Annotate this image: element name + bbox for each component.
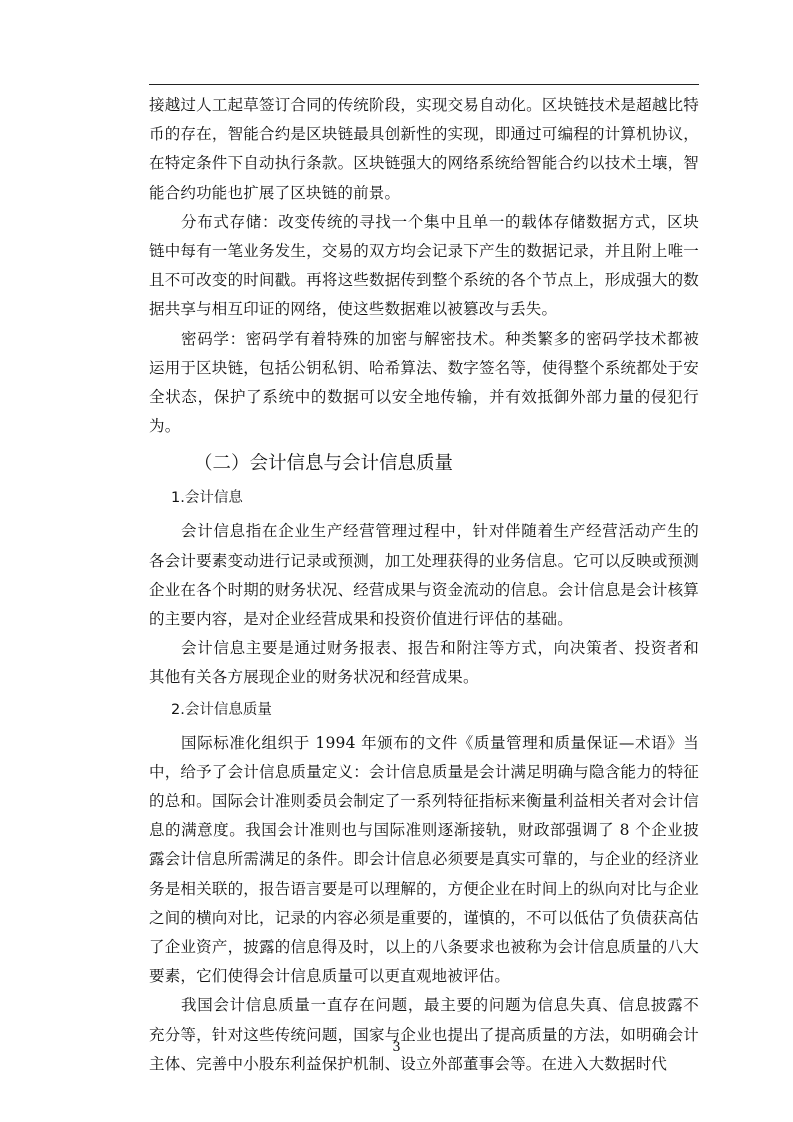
page-number: 3 [392, 1040, 401, 1055]
section-heading: （二）会计信息与会计信息质量 [194, 453, 454, 475]
page-body [149, 91, 699, 1079]
subsection-heading-info-quality: 2.会计信息质量 [171, 701, 272, 718]
paragraph-info-quality-definition: 国际标准化组织于 1994 年颁布的文件《质量管理和质量保证—术语》当中，给予了会计信息质量定义：会计信息质量是会计满足明确与隐含能力的特征的总和。国际会计准则委员会制定了一系列特征指标来衡量利益相关者对会计信息的满意度。我国会计准则也与国际准则逐渐接轨，财政部强调了 8 个企业披露会计信息所需满足的条件。即会计信息必须要是真实可靠的，与企业的经济业务是相关联的，报告语言要是可以理解的，方便企业在时间上的纵向对比与企业之间的横向对比，记录的内容必须是重要的，谨慎的，不可以低估了负债获高估了企业资产，披露的信息得及时，以上的八条要求也被称为会计信息质量的八大要素，它们使得会计信息质量可以更直观地被评估。 [149, 733, 699, 986]
paragraph-accounting-info-definition: 会计信息指在企业生产经营管理过程中，针对伴随着生产经营活动产生的各会计要素变动进行记录或预测，加工处理获得的业务信息。它可以反映或预测企业在各个时期的财务状况、经营成果与资金流动的信息。会计信息是会计核算的主要内容，是对企业经营成果和投资价值进行评估的基础。 [149, 522, 699, 629]
paragraph-info-quality-problems: 我国会计信息质量一直存在问题，最主要的问题为信息失真、信息披露不充分等，针对这些传统问题，国家与企业也提出了提高质量的方法，如明确会计主体、完善中小股东利益保护机制、设立外部董事会等。在进入大数据时代 [149, 996, 699, 1073]
paragraph-distributed-storage: 分布式存储：改变传统的寻找一个集中且单一的载体存储数据方式，区块链中每有一笔业务发生，交易的双方均会记录下产生的数据记录，并且附上唯一且不可改变的时间戳。再将这些数据传到整个系统的各个节点上，形成强大的数据共享与相互印证的网络，使这些数据难以被篡改与丢失。 [149, 212, 699, 319]
paragraph-accounting-info-channels: 会计信息主要是通过财务报表、报告和附注等方式，向决策者、投资者和其他有关各方展现企业的财务状况和经营成果。 [149, 639, 699, 687]
paragraph-cryptography: 密码学：密码学有着特殊的加密与解密技术。种类繁多的密码学技术都被运用于区块链，包括公钥私钥、哈希算法、数字签名等，使得整个系统都处于安全状态，保护了系统中的数据可以安全地传输，并有效抵御外部力量的侵犯行为。 [149, 329, 699, 436]
subsection-heading-accounting-info: 1.会计信息 [171, 490, 243, 507]
header-rule [149, 84, 699, 85]
paragraph-smart-contract-continued: 接越过人工起草签订合同的传统阶段，实现交易自动化。区块链技术是超越比特币的存在，智能合约是区块链最具创新性的实现，即通过可编程的计算机协议，在特定条件下自动执行条款。区块链强大的网络系统给智能合约以技术土壤，智能合约功能也扩展了区块链的前景。 [149, 96, 699, 202]
